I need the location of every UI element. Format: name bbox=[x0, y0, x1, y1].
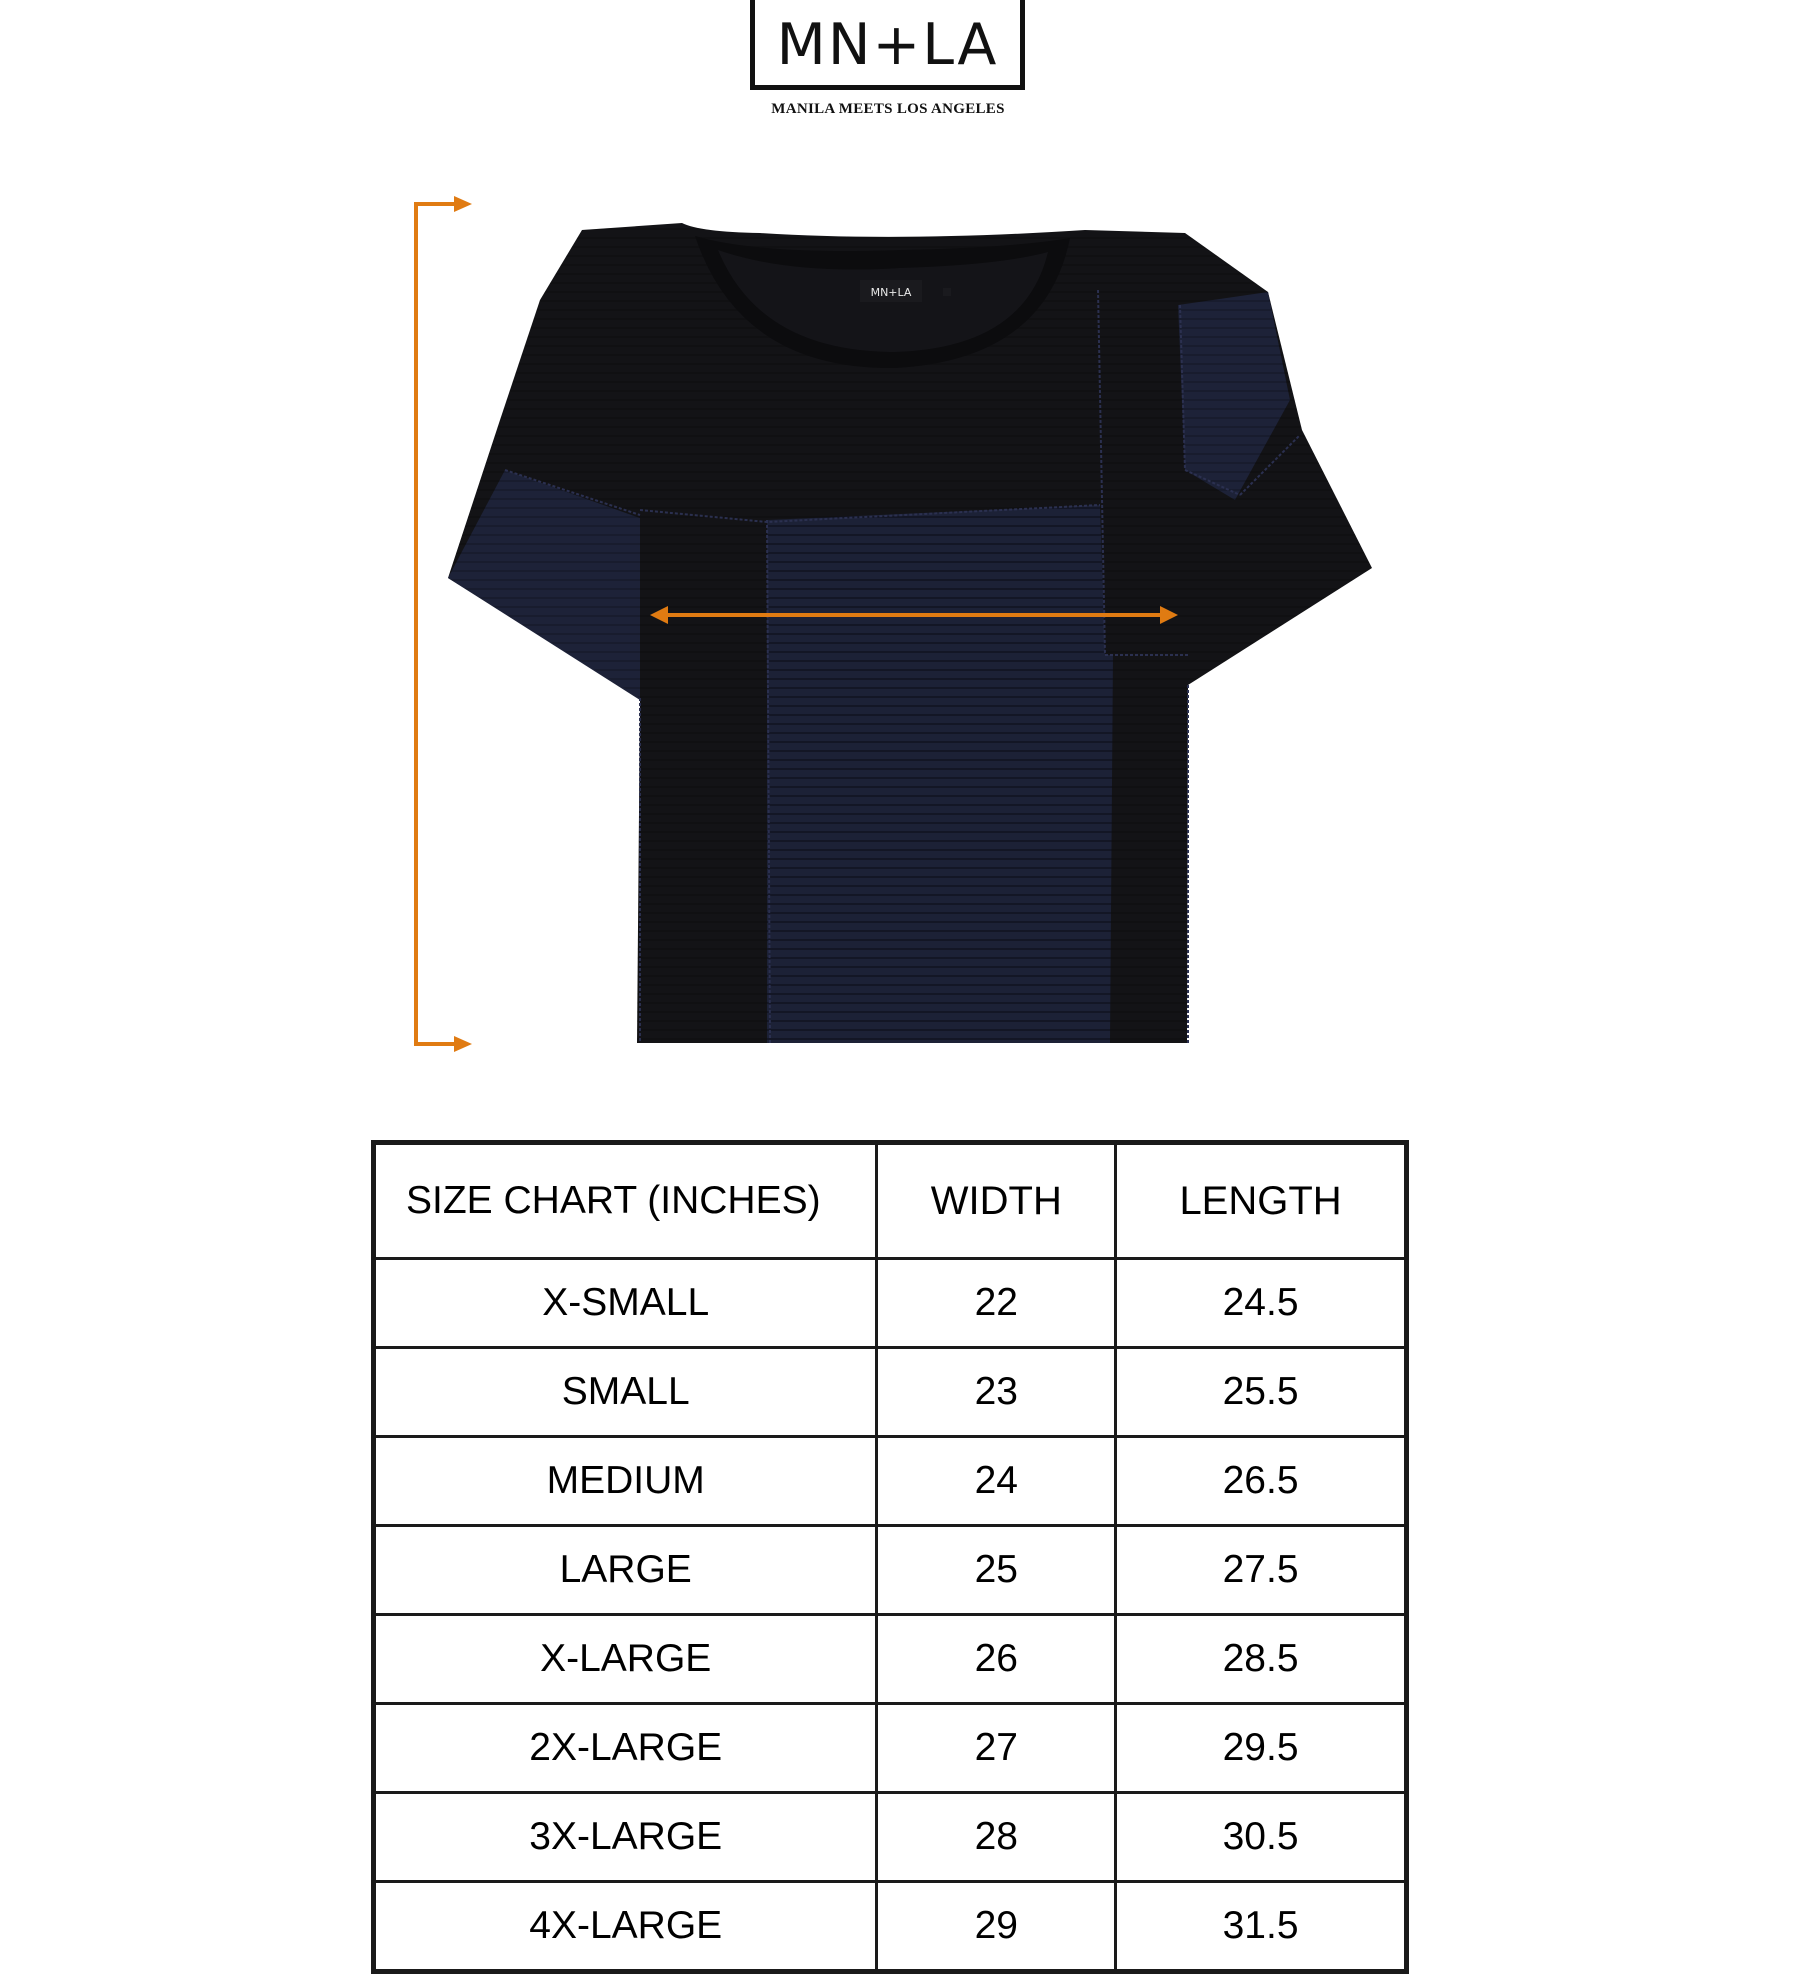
table-row bbox=[374, 1615, 1407, 1704]
size-cell: SMALL bbox=[374, 1348, 877, 1437]
length-cell: 27.5 bbox=[1116, 1526, 1407, 1615]
table-row bbox=[374, 1526, 1407, 1615]
width-cell: 28 bbox=[877, 1793, 1116, 1882]
table-row bbox=[374, 1882, 1407, 1972]
size-chart-table bbox=[371, 1140, 1409, 1974]
table-row bbox=[374, 1259, 1407, 1348]
tshirt-neck-label-text: MN+LA bbox=[870, 286, 912, 299]
size-chart-header-row bbox=[374, 1143, 1407, 1259]
size-cell: X-LARGE bbox=[374, 1615, 877, 1704]
length-cell: 28.5 bbox=[1116, 1615, 1407, 1704]
length-cell: 26.5 bbox=[1116, 1437, 1407, 1526]
size-cell: MEDIUM bbox=[374, 1437, 877, 1526]
size-cell: X-SMALL bbox=[374, 1259, 877, 1348]
length-measure-arrow bbox=[414, 204, 465, 1044]
brand-tagline: MANILA MEETS LOS ANGELES bbox=[771, 101, 1005, 117]
width-cell: 27 bbox=[877, 1704, 1116, 1793]
size-cell: 4X-LARGE bbox=[374, 1882, 877, 1972]
width-cell: 25 bbox=[877, 1526, 1116, 1615]
length-cell: 29.5 bbox=[1116, 1704, 1407, 1793]
width-cell: 24 bbox=[877, 1437, 1116, 1526]
length-cell: 31.5 bbox=[1116, 1882, 1407, 1972]
table-row bbox=[374, 1437, 1407, 1526]
size-cell: 2X-LARGE bbox=[374, 1704, 877, 1793]
brand-logo-text: MN+LA bbox=[776, 11, 999, 78]
width-cell: 23 bbox=[877, 1348, 1116, 1437]
size-cell: LARGE bbox=[374, 1526, 877, 1615]
size-cell: 3X-LARGE bbox=[374, 1793, 877, 1882]
width-cell: 22 bbox=[877, 1259, 1116, 1348]
length-cell: 24.5 bbox=[1116, 1259, 1407, 1348]
table-row bbox=[374, 1793, 1407, 1882]
length-cell: 30.5 bbox=[1116, 1793, 1407, 1882]
length-column-header: LENGTH bbox=[1116, 1143, 1407, 1259]
width-cell: 29 bbox=[877, 1882, 1116, 1972]
length-cell: 25.5 bbox=[1116, 1348, 1407, 1437]
table-row bbox=[374, 1704, 1407, 1793]
size-chart-title: SIZE CHART (INCHES) bbox=[374, 1143, 877, 1259]
width-cell: 26 bbox=[877, 1615, 1116, 1704]
width-column-header: WIDTH bbox=[877, 1143, 1116, 1259]
table-row bbox=[374, 1348, 1407, 1437]
